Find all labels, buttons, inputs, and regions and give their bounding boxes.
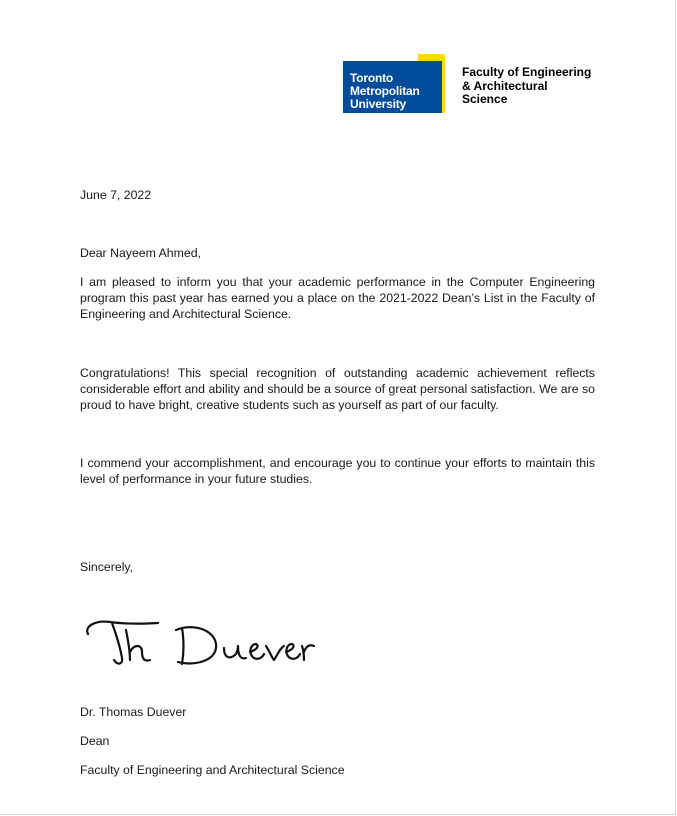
- faculty-header: [462, 66, 591, 107]
- logo-line-2: Metropolitan: [350, 84, 420, 98]
- salutation: Dear Nayeem Ahmed,: [80, 246, 201, 260]
- paragraph-1: I am pleased to inform you that your academic performance in the Computer Engineering program this past year has earned you a place on the 2021-2022 Dean’s List in the Faculty of Engineering and Architectural Science.: [80, 275, 595, 321]
- paragraph-3: I commend your accomplishment, and encourage you to continue your efforts to maintain this level of performance in your future studies.: [80, 456, 595, 486]
- faculty-header-line-3: Science: [462, 92, 508, 106]
- letter-date: June 7, 2022: [80, 188, 152, 202]
- signature-image: [80, 606, 320, 684]
- logo-line-3: University: [350, 97, 407, 111]
- faculty-header-line-1: Faculty of Engineering: [462, 65, 592, 79]
- university-logo: [343, 54, 445, 113]
- signatory-title: Dean: [80, 734, 110, 748]
- faculty-header-line-2: & Architectural: [462, 78, 548, 93]
- paragraph-2: Congratulations! This special recognition of outstanding academic achievement reflects considerable effort and ability and should be a source of great personal satisfaction. We are so proud to have bright, creative students such as yourself as part of our faculty.: [80, 366, 595, 412]
- signatory-faculty: Faculty of Engineering and Architectural Science: [80, 763, 345, 777]
- logo-wordmark: [350, 72, 420, 111]
- signatory-name: Dr. Thomas Duever: [80, 705, 187, 719]
- closing: Sincerely,: [80, 560, 134, 574]
- logo-line-1: Toronto: [350, 71, 394, 85]
- logo-blue-block: [343, 61, 442, 113]
